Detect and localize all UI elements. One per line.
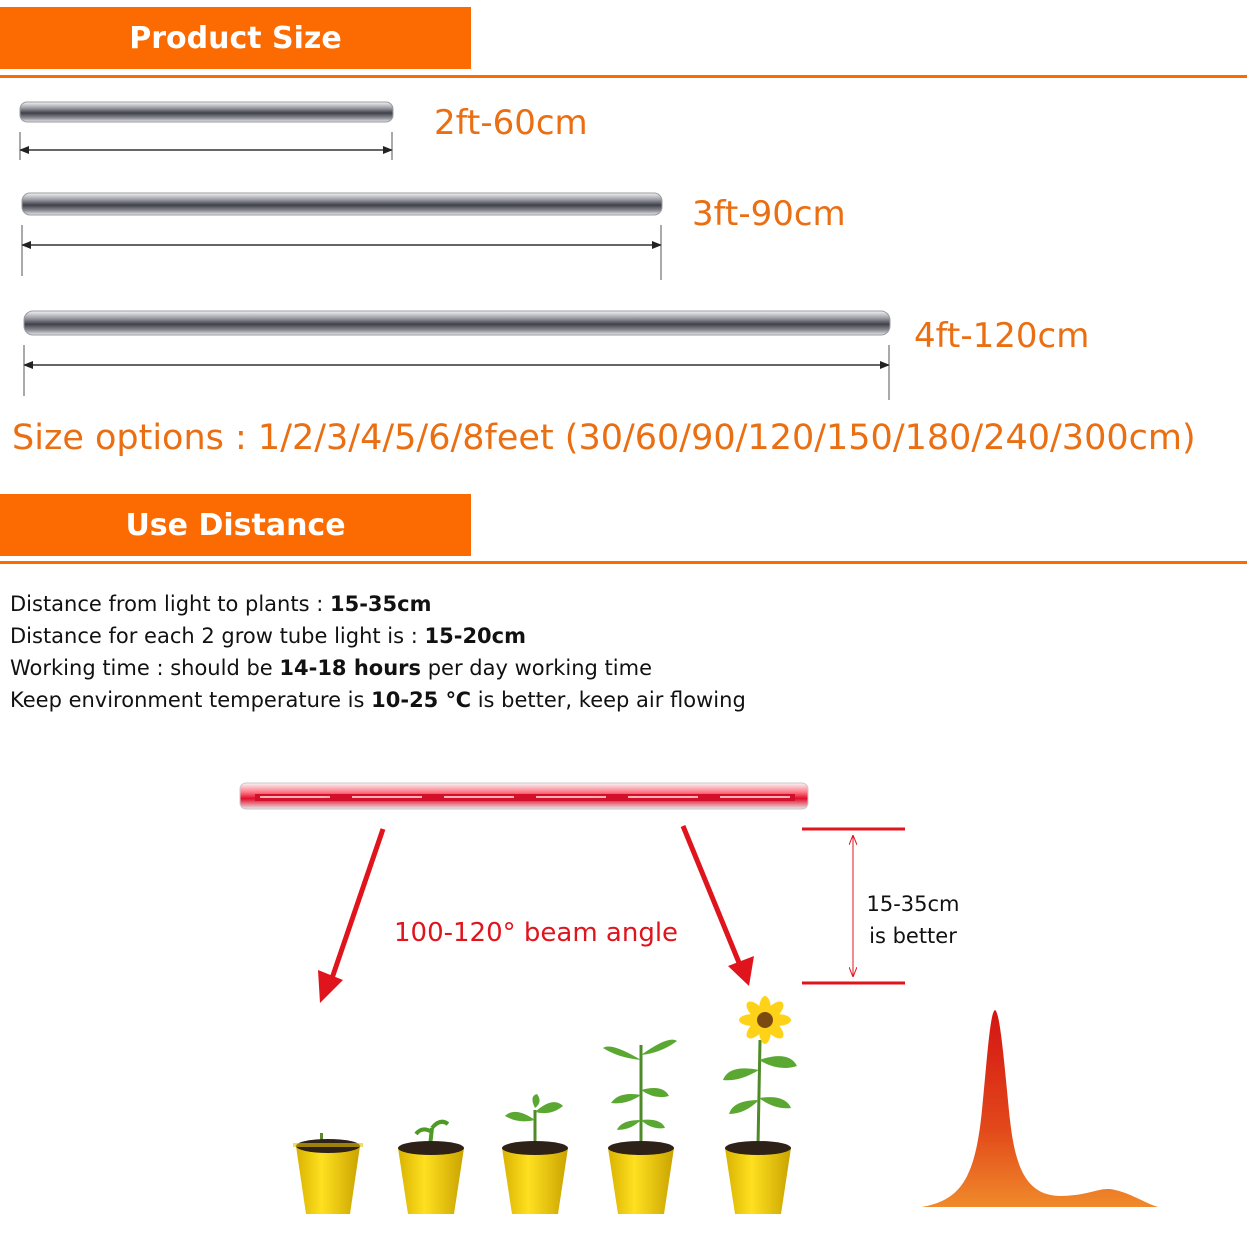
distance-label: [858, 888, 968, 952]
tube-4ft: [24, 311, 890, 400]
info-line-distance-plants: Distance from light to plants : 15-35cm: [10, 592, 432, 616]
plant-pot-4: [603, 1040, 677, 1214]
beam-angle-label: 100-120° beam angle: [394, 918, 679, 948]
size-options-text: Size options : 1/2/3/4/5/6/8feet (30/60/90/120/150/180/240/300cm): [12, 418, 1196, 458]
info-line-temperature: Keep environment temperature is 10-25 ℃ is better, keep air flowing: [10, 688, 746, 712]
use-distance-banner: [0, 494, 471, 556]
distance-value: 15-35cm: [866, 892, 960, 916]
plant-pot-3: [502, 1094, 568, 1214]
plant-pot-5-sunflower: [723, 996, 797, 1214]
product-size-title: Product Size: [129, 20, 342, 56]
use-distance-title: Use Distance: [125, 507, 346, 543]
spectrum-curve: [922, 1010, 1158, 1207]
beam-arrows: [318, 826, 754, 1003]
red-grow-tube: [240, 783, 808, 809]
size-label-2ft: 2ft-60cm: [434, 103, 588, 143]
info-line-working-time: Working time : should be 14-18 hours per day working time: [10, 656, 652, 680]
tube-3ft: [22, 193, 662, 280]
distance-note: is better: [869, 924, 957, 948]
plant-pot-1: [293, 1133, 363, 1214]
size-label-4ft: 4ft-120cm: [914, 316, 1090, 356]
size-label-3ft: 3ft-90cm: [692, 194, 846, 234]
use-distance-divider: [0, 561, 1247, 564]
info-line-tube-spacing: Distance for each 2 grow tube light is : 15-20cm: [10, 624, 526, 648]
plant-pot-2: [398, 1122, 464, 1214]
tube-2ft: [20, 102, 393, 160]
usage-info: [10, 588, 746, 716]
